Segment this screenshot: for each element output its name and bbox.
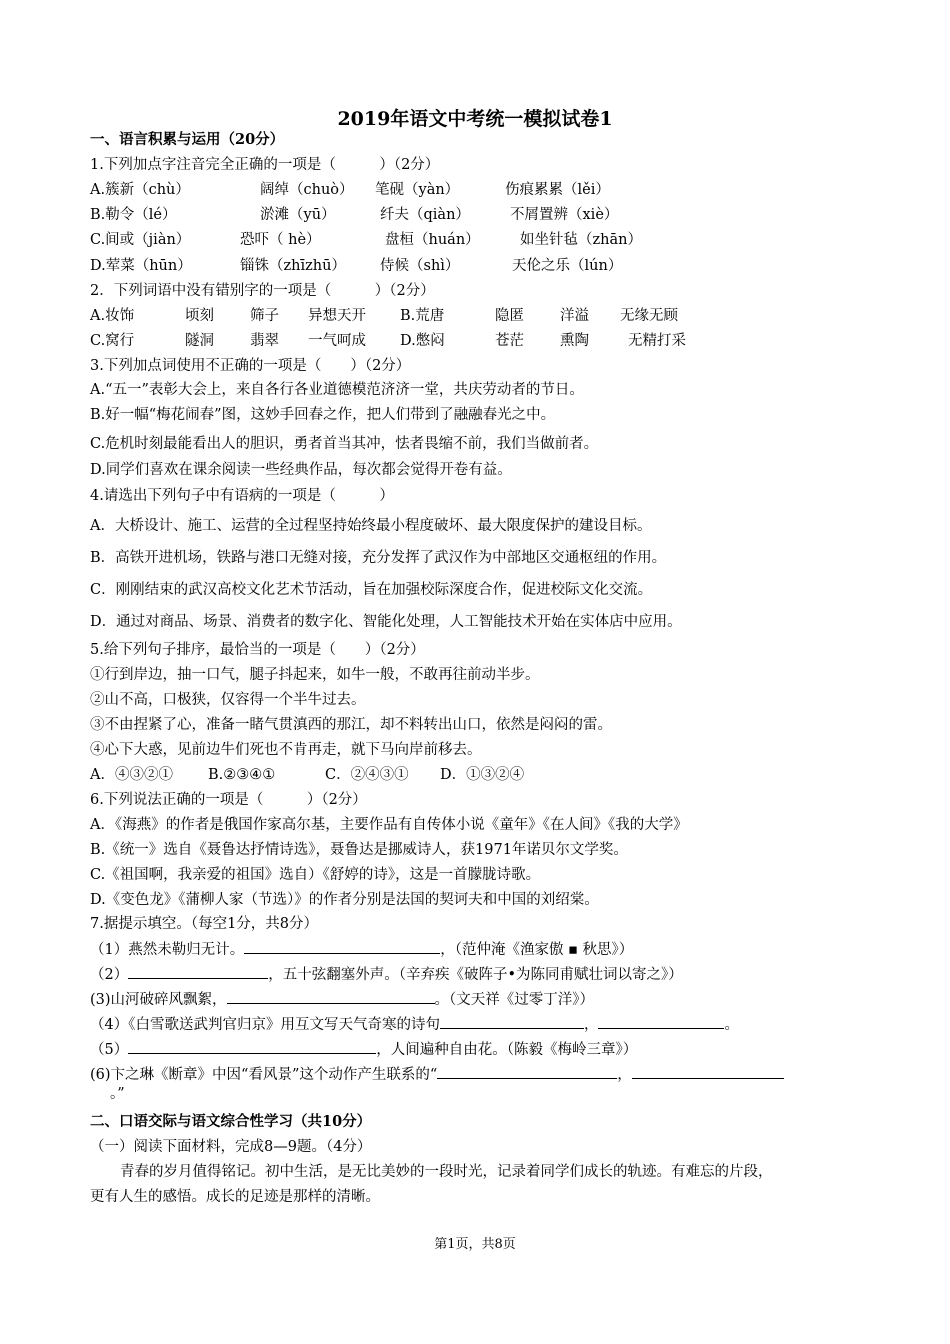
- answer-blank-6[interactable]: [128, 1039, 376, 1054]
- q1-stem: 1.下列加点字注音完全正确的一项是（ ）（2分）: [90, 157, 440, 173]
- q5-sentence-3: ③不由捏紧了心，准备一睹气贯滇西的那江，却不料转出山口，依然是闷闷的雷。: [90, 717, 612, 733]
- q5-sentence-2: ②山不高，口极狭，仅容得一个半牛过去。: [90, 692, 366, 708]
- q3-option-a: A.“五一”表彰大会上，来自各行各业道德模范济济一堂，共庆劳动者的节日。: [90, 382, 584, 398]
- answer-blank-4[interactable]: [440, 1014, 584, 1029]
- q2-row-cd: C.窝行 隧洞 翡翠 一气呵成 D.憋闷 苍茫 熏陶 无精打采: [90, 333, 686, 349]
- section1-heading: 一、语言积累与运用（20分）: [90, 131, 285, 148]
- answer-blank-1[interactable]: [244, 939, 440, 954]
- q4-option-b: B．高铁开进机场，铁路与港口无缝对接，充分发挥了武汉作为中部地区交通枢纽的作用。: [90, 550, 667, 566]
- q1-row-c: C.间或（jiàn） 恐吓（ hè） 盘桓（huán） 如坐针毡（zhān）: [90, 232, 642, 248]
- q6-option-b: B.《统一》选自《聂鲁达抒情诗选》，聂鲁达是挪威诗人，获1971年诺贝尔文学奖。: [90, 842, 628, 858]
- q6-option-d: D.《变色龙》《蒲柳人家（节选）》的作者分别是法国的契诃夫和中国的刘绍棠。: [90, 892, 599, 908]
- reading-paragraph-line-2: 更有人生的感悟。成长的足迹是那样的清晰。: [90, 1189, 380, 1205]
- page-title: 2019年语文中考统一模拟试卷1: [337, 108, 613, 130]
- q6-option-a: A．《海燕》的作者是俄国作家高尔基，主要作品有自传体小说《童年》《在人间》《我的大学》: [90, 817, 688, 833]
- answer-blank-7[interactable]: [437, 1064, 617, 1079]
- q6-option-c: C.《祖国啊，我亲爱的祖国》选自）《舒婷的诗》，这是一首朦胧诗歌。: [90, 867, 541, 883]
- answer-blank-5[interactable]: [598, 1014, 724, 1029]
- q1-row-a: A.簇新（chù） 阔绰（chuò） 笔砚（yàn） 伤痕累累（lěi）: [90, 182, 610, 198]
- q2-row-ab: A.妆饰 顷刻 筛子 异想天开 B.荒唐 隐匿 洋溢 无缘无顾: [90, 308, 678, 324]
- page-footer: 第1页，共8页: [434, 1237, 516, 1252]
- q4-option-d: D．通过对商品、场景、消费者的数字化、智能化处理，人工智能技术开始在实体店中应用。: [90, 614, 682, 630]
- q5-stem: 5.给下列句子排序，最恰当的一项是（ ）（2分）: [90, 642, 425, 658]
- q5-sentence-4: ④心下大惑，见前边牛们死也不肯再走，就下马向岸前移去。: [90, 742, 482, 758]
- q5-choices: A．④③②① B.②③④① C．②④③① D．①③②④: [90, 767, 525, 783]
- q1-row-d: D.荤菜（hūn） 锱铢（zhīzhū） 侍候（shì） 天伦之乐（lún）: [90, 258, 623, 274]
- q7-line-3: (3)山河破碎风飘絮， 。（文天祥《过零丁洋》）: [90, 989, 594, 1010]
- q6-stem: 6.下列说法正确的一项是（ ）（2分）: [90, 792, 367, 808]
- q4-option-a: A．大桥设计、施工、运营的全过程坚持始终最小程度破坏、最大限度保护的建设目标。: [90, 518, 652, 534]
- q2-stem: 2．下列词语中没有错别字的一项是（ ）（2分）: [90, 283, 435, 299]
- answer-blank-8[interactable]: [632, 1064, 784, 1079]
- section2-heading: 二、口语交际与语文综合性学习（共10分）: [90, 1113, 372, 1130]
- q3-option-d: D.同学们喜欢在课余阅读一些经典作品，每次都会觉得开卷有益。: [90, 462, 512, 478]
- q3-option-c: C.危机时刻最能看出人的胆识，勇者首当其冲，怯者畏缩不前，我们当做前者。: [90, 436, 599, 452]
- q4-option-c: C．刚刚结束的武汉高校文化艺术节活动，旨在加强校际深度合作，促进校际文化交流。: [90, 582, 653, 598]
- section2-subheading: （一）阅读下面材料，完成8—9题。（4分）: [90, 1139, 372, 1155]
- answer-blank-3[interactable]: [227, 989, 435, 1004]
- q7-line-4: （4）《白雪歌送武判官归京》用互文写天气奇寒的诗句 ， 。: [90, 1014, 739, 1035]
- q7-line-6-end: 。”: [110, 1086, 125, 1102]
- q7-stem: 7.据提示填空。（每空1分，共8分）: [90, 916, 319, 932]
- q5-sentence-1: ①行到岸边，抽一口气，腿子抖起来，如牛一般，不敢再往前动半步。: [90, 667, 540, 683]
- q3-stem: 3.下列加点词使用不正确的一项是（ ）（2分）: [90, 358, 411, 374]
- q7-line-5: （5） ，人间遍种自由花。（陈毅《梅岭三章》）: [90, 1039, 637, 1060]
- q4-stem: 4.请选出下列句子中有语病的一项是（ ）: [90, 488, 394, 504]
- q7-line-6: (6)卞之琳《断章》中因“看风景”这个动作产生联系的“ ，: [90, 1064, 784, 1085]
- q7-line-1: （1）燕然未勒归无计。 ，（范仲淹《渔家傲 ▪ 秋思》）: [90, 939, 633, 960]
- q1-row-b: B.勒令（lé） 淤滩（yū） 纤夫（qiàn） 不屑置辨（xiè）: [90, 207, 619, 223]
- reading-paragraph-line-1: 青春的岁月值得铭记。初中生活，是无比美妙的一段时光，记录着同学们成长的轨迹。有难忘的片段，: [120, 1164, 773, 1180]
- q7-line-2: （2） ，五十弦翻塞外声。（辛弃疾《破阵子•为陈同甫赋壮词以寄之》）: [90, 964, 683, 985]
- q3-option-b: B.好一幅“梅花闹春”图，这妙手回春之作，把人们带到了融融春光之中。: [90, 407, 556, 423]
- answer-blank-2[interactable]: [128, 964, 268, 979]
